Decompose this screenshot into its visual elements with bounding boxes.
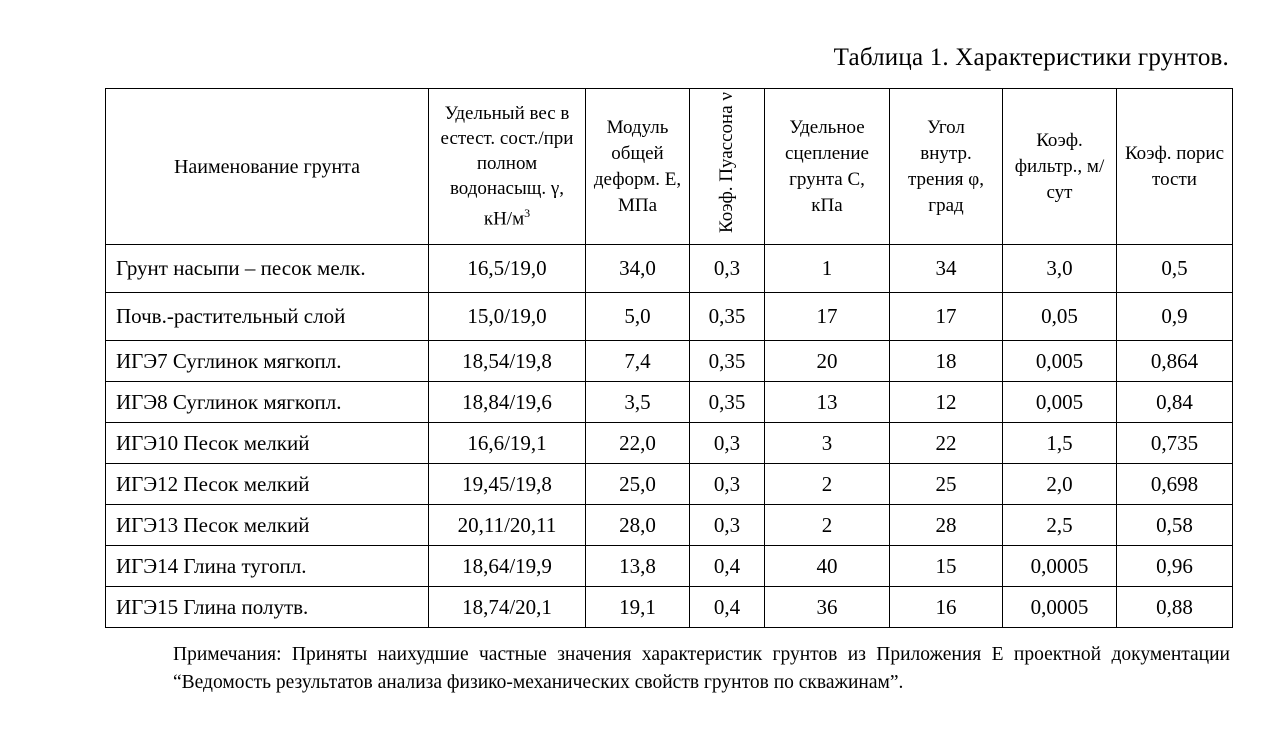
table-row [106,546,1233,587]
cell-poisson: 0,4 [690,546,765,587]
cell-modulus: 5,0 [586,293,690,341]
cell-soil-name: ИГЭ8 Суглинок мягкопл. [106,382,429,423]
cell-porosity: 0,735 [1117,423,1233,464]
column-header-filtration: Коэф. фильтр., м/сут [1003,89,1117,245]
cell-soil-name: ИГЭ14 Глина тугопл. [106,546,429,587]
cell-modulus: 3,5 [586,382,690,423]
table-row [106,341,1233,382]
cell-unit-weight: 18,74/20,1 [429,587,586,628]
cell-poisson: 0,4 [690,587,765,628]
cell-friction-angle: 34 [890,245,1003,293]
cell-friction-angle: 17 [890,293,1003,341]
cell-soil-name: ИГЭ15 Глина полутв. [106,587,429,628]
cell-unit-weight: 18,84/19,6 [429,382,586,423]
cell-porosity: 0,5 [1117,245,1233,293]
cell-cohesion: 1 [765,245,890,293]
note-text: Примечания: Приняты наихудшие частные значения характеристик грунтов из Приложения Е проектной документации “Ведомость результатов анализа физико-механических свойств грунтов по скважинам”. [173,644,1230,693]
cell-filtration: 3,0 [1003,245,1117,293]
cell-filtration: 0,005 [1003,382,1117,423]
cell-filtration: 0,0005 [1003,546,1117,587]
table-row [106,293,1233,341]
cell-friction-angle: 12 [890,382,1003,423]
cell-unit-weight: 16,6/19,1 [429,423,586,464]
cell-filtration: 1,5 [1003,423,1117,464]
cell-cohesion: 3 [765,423,890,464]
cell-unit-weight: 16,5/19,0 [429,245,586,293]
cell-porosity: 0,58 [1117,505,1233,546]
table-row [106,245,1233,293]
cell-cohesion: 2 [765,505,890,546]
cell-modulus: 7,4 [586,341,690,382]
column-header-unit-weight: Удельный вес в естест. сост./при полном водонасыщ. γ, $кН/м^3$ [429,89,586,245]
cell-poisson: 0,35 [690,341,765,382]
table-body [106,245,1233,628]
cell-poisson: 0,35 [690,293,765,341]
column-header-poisson [690,89,765,245]
cell-soil-name: ИГЭ12 Песок мелкий [106,464,429,505]
cell-cohesion: 40 [765,546,890,587]
cell-cohesion: 13 [765,382,890,423]
column-header-name: Наименование грунта [106,89,429,245]
cell-filtration: 2,5 [1003,505,1117,546]
cell-soil-name: ИГЭ10 Песок мелкий [106,423,429,464]
cell-cohesion: 17 [765,293,890,341]
table-row [106,464,1233,505]
cell-soil-name: Почв.-растительный слой [106,293,429,341]
cell-unit-weight: 18,54/19,8 [429,341,586,382]
cell-porosity: 0,96 [1117,546,1233,587]
cell-filtration: 2,0 [1003,464,1117,505]
cell-modulus: 19,1 [586,587,690,628]
cell-porosity: 0,9 [1117,293,1233,341]
table-row [106,505,1233,546]
cell-cohesion: 20 [765,341,890,382]
cell-porosity: 0,84 [1117,382,1233,423]
cell-soil-name: Грунт насыпи – песок мелк. [106,245,429,293]
cell-poisson: 0,3 [690,505,765,546]
cell-unit-weight: 15,0/19,0 [429,293,586,341]
cell-friction-angle: 22 [890,423,1003,464]
column-header-cohesion: Удельное сцепление грунта C, кПа [765,89,890,245]
column-header-modulus: Модуль общей деформ. E, МПа [586,89,690,245]
cell-filtration: 0,0005 [1003,587,1117,628]
column-header-friction-angle: Угол внутр. трения φ, град [890,89,1003,245]
cell-cohesion: 2 [765,464,890,505]
cell-poisson: 0,35 [690,382,765,423]
table-row [106,382,1233,423]
cell-friction-angle: 15 [890,546,1003,587]
cell-porosity: 0,698 [1117,464,1233,505]
cell-unit-weight: 20,11/20,11 [429,505,586,546]
cell-cohesion: 36 [765,587,890,628]
cell-poisson: 0,3 [690,423,765,464]
cell-porosity: 0,864 [1117,341,1233,382]
cell-filtration: 0,005 [1003,341,1117,382]
cell-unit-weight: 19,45/19,8 [429,464,586,505]
cell-soil-name: ИГЭ7 Суглинок мягкопл. [106,341,429,382]
cell-poisson: 0,3 [690,464,765,505]
soil-characteristics-table [105,88,1233,628]
table-header-row [106,89,1233,245]
poisson-vertical-label: Коэф. Пуассона ν [716,91,737,234]
table-row [106,587,1233,628]
table-row [106,423,1233,464]
cell-modulus: 28,0 [586,505,690,546]
table-caption: Таблица 1. Характеристики грунтов. [833,44,1229,71]
column-header-porosity: Коэф. пористости [1117,89,1233,245]
cell-friction-angle: 28 [890,505,1003,546]
cell-friction-angle: 18 [890,341,1003,382]
cell-modulus: 34,0 [586,245,690,293]
cell-soil-name: ИГЭ13 Песок мелкий [106,505,429,546]
cell-filtration: 0,05 [1003,293,1117,341]
table-note [107,641,1230,697]
cell-modulus: 25,0 [586,464,690,505]
cell-friction-angle: 16 [890,587,1003,628]
cell-modulus: 22,0 [586,423,690,464]
cell-modulus: 13,8 [586,546,690,587]
cell-unit-weight: 18,64/19,9 [429,546,586,587]
cell-friction-angle: 25 [890,464,1003,505]
cell-poisson: 0,3 [690,245,765,293]
cell-porosity: 0,88 [1117,587,1233,628]
